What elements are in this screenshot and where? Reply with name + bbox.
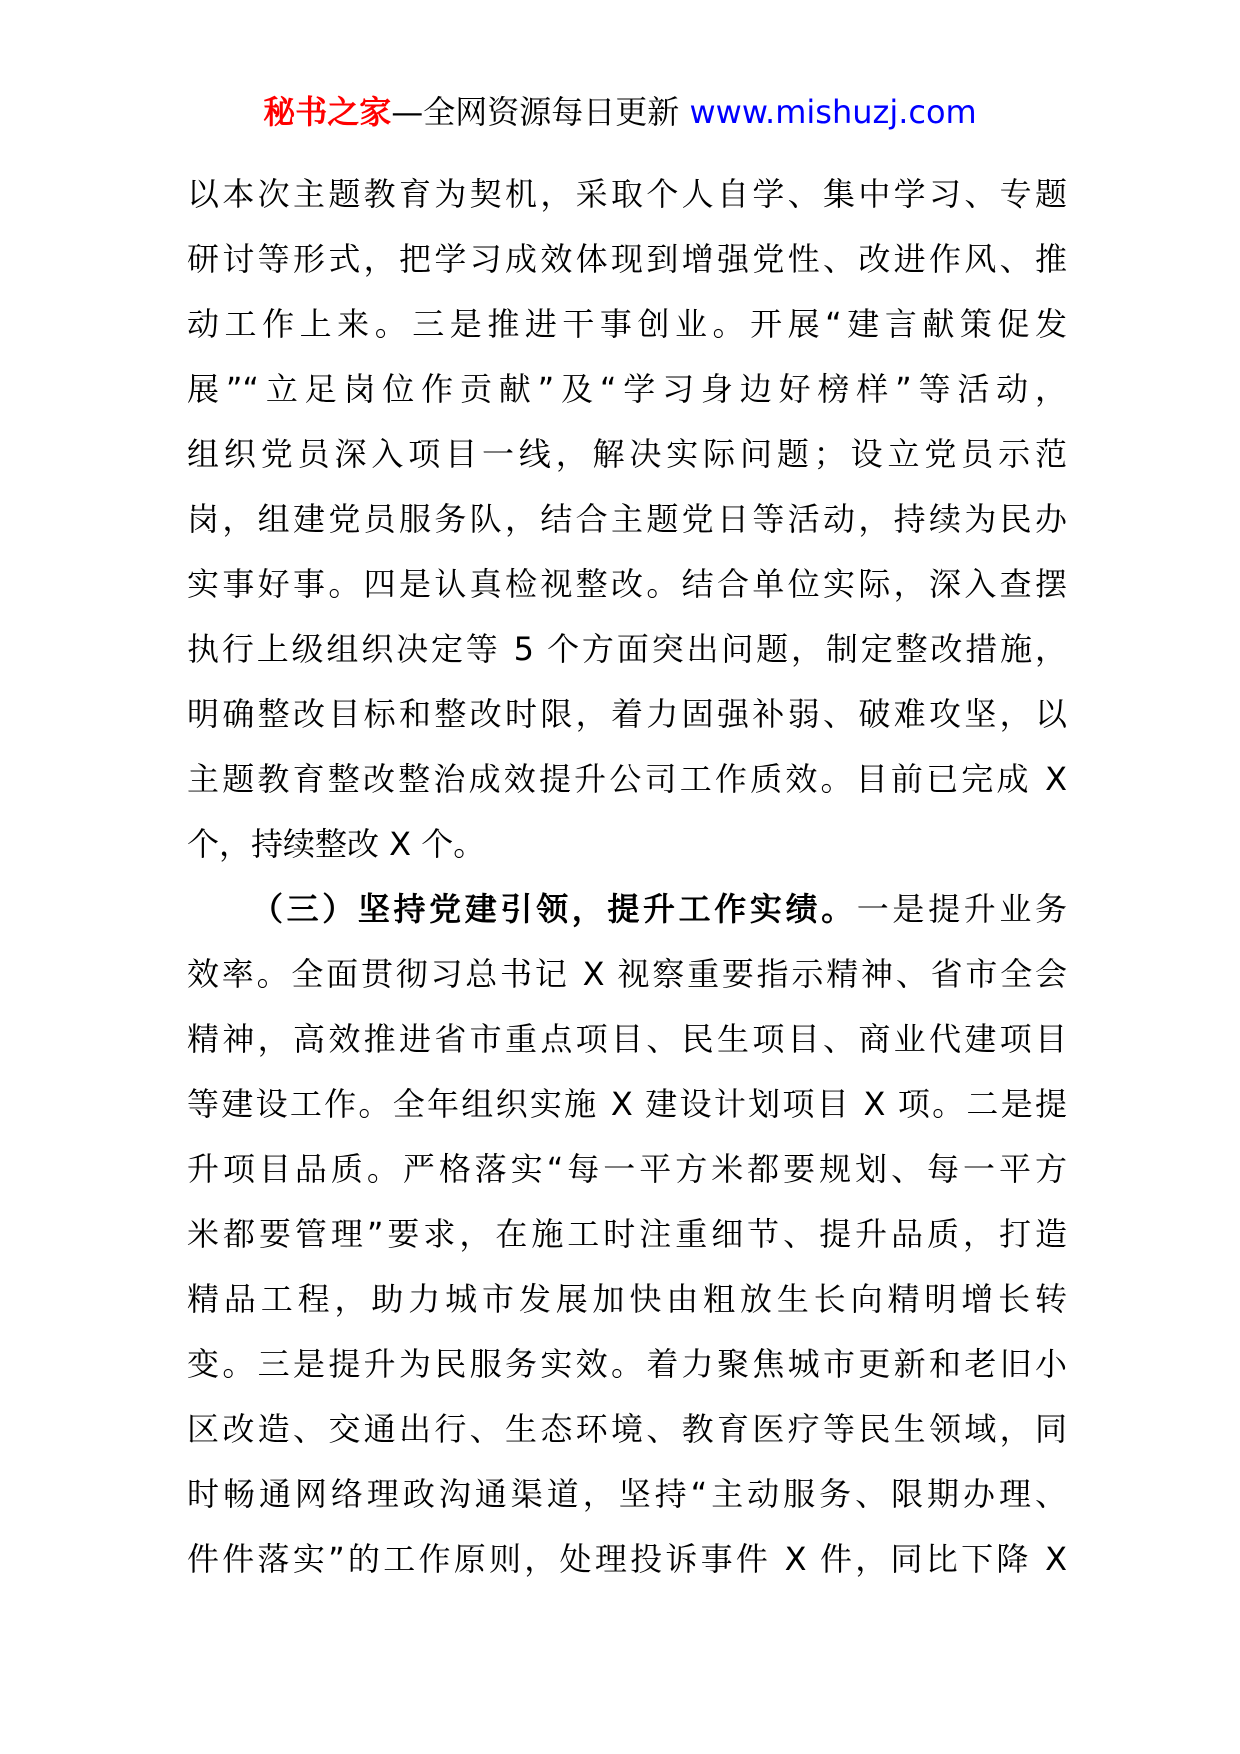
text-line: 研讨等形式，把学习成效体现到增强党性、改进作风、推 [187,240,1067,278]
text-line: 执行上级组织决定等 5 个方面突出问题，制定整改措施， [187,630,1067,668]
text-line: 主题教育整改整治成效提升公司工作质效。目前已完成 X [187,760,1067,798]
text-line: 组织党员深入项目一线，解决实际问题；设立党员示范 [187,435,1067,473]
text-line: 时畅通网络理政沟通渠道，坚持“主动服务、限期办理、 [187,1475,1067,1513]
text-line: 动工作上来。三是推进干事创业。开展“建言献策促发 [187,305,1067,343]
site-header [0,92,1240,132]
section-heading: （三）坚持党建引领，提升工作实绩。 [251,890,857,928]
document-body [187,162,1067,1592]
header-tagline: —全网资源每日更新 [391,93,690,131]
text-line: 实事好事。四是认真检视整改。结合单位实际，深入查摆 [187,565,1067,603]
text-line: 个，持续整改 X 个。 [187,825,486,863]
text-line: 展”“立足岗位作贡献”及“学习身边好榜样”等活动， [187,370,1067,408]
text-line: 变。三是提升为民服务实效。着力聚焦城市更新和老旧小 [187,1345,1067,1383]
text-line: 以本次主题教育为契机，采取个人自学、集中学习、专题 [187,175,1067,213]
text-line: 米都要管理”要求，在施工时注重细节、提升品质，打造 [187,1215,1067,1253]
brand-name: 秘书之家 [263,93,392,131]
text-line: 精神，高效推进省市重点项目、民生项目、商业代建项目 [187,1020,1067,1058]
text-line: 明确整改目标和整改时限，着力固强补弱、破难攻坚，以 [187,695,1067,733]
text-line: 岗，组建党员服务队，结合主题党日等活动，持续为民办 [187,500,1067,538]
text-line: 精品工程，助力城市发展加快由粗放生长向精明增长转 [187,1280,1067,1318]
text-line: 等建设工作。全年组织实施 X 建设计划项目 X 项。二是提 [187,1085,1067,1123]
section-heading-line [187,877,1067,942]
paragraph-2 [187,877,1067,1592]
paragraph-1 [187,162,1067,877]
site-url[interactable]: www.mishuzj.com [689,93,977,131]
text-line: 区改造、交通出行、生态环境、教育医疗等民生领域，同 [187,1410,1067,1448]
heading-continuation: 一是提升业务 [856,890,1067,928]
text-line: 效率。全面贯彻习总书记 X 视察重要指示精神、省市全会 [187,955,1067,993]
text-line: 升项目品质。严格落实“每一平方米都要规划、每一平方 [187,1150,1067,1188]
text-line: 件件落实”的工作原则，处理投诉事件 X 件，同比下降 X [187,1540,1067,1578]
